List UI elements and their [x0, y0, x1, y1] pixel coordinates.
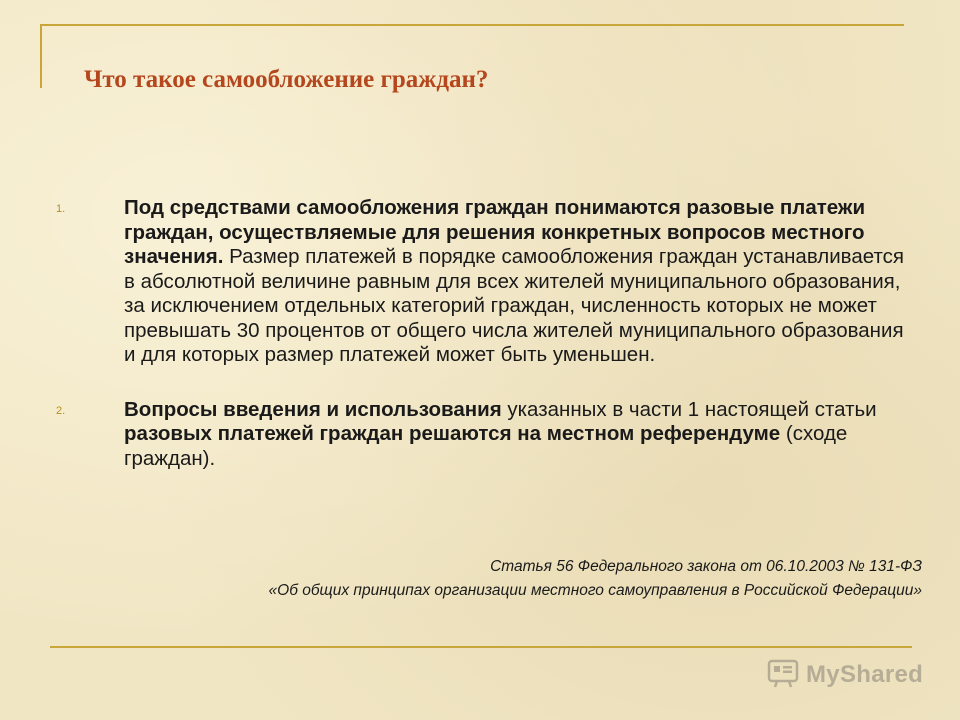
- source-citation: [62, 555, 922, 603]
- myshared-logo-icon: [766, 656, 800, 695]
- list-item: [52, 398, 918, 472]
- list-item-number: 2.: [56, 404, 66, 417]
- watermark-text: MyShared: [806, 661, 924, 688]
- frame-bottom-line: [50, 646, 912, 648]
- slide-title: Что такое самообложение граждан?: [84, 66, 489, 93]
- item-regular-text: (сходе граждан).: [124, 422, 848, 470]
- frame-top-line: [40, 24, 904, 26]
- item-regular-text: Размер платежей в порядке самообложения граждан устанавливается в абсолютной величине равным для всех жителей муниципального образования, за исключением отдельных категорий граждан, численность которых не может превышать 30 процентов от общего числа жителей муниципального образования и для которых размер платежей может быть уменьшен.: [124, 245, 904, 366]
- source-line: «Об общих принципах организации местного самоуправления в Российской Федерации»: [268, 582, 922, 599]
- list-item: [52, 196, 918, 368]
- frame-left-line: [40, 24, 42, 88]
- item-bold-text: разовых платежей граждан решаются на местном референдуме: [124, 422, 781, 445]
- item-bold-text: Вопросы введения и использования: [124, 397, 502, 421]
- source-line: Статья 56 Федерального закона от 06.10.2003 № 131-ФЗ: [490, 558, 922, 575]
- item-bold-text: Под средствами самообложения граждан понимаются разовые платежи граждан, осуществляемые для решения конкретных вопросов местного значения.: [124, 196, 866, 268]
- item-regular-text: указанных в части 1 настоящей статьи: [501, 397, 877, 421]
- watermark: [766, 654, 930, 696]
- list-item-number: 1.: [56, 203, 66, 215]
- content-list: [52, 196, 918, 471]
